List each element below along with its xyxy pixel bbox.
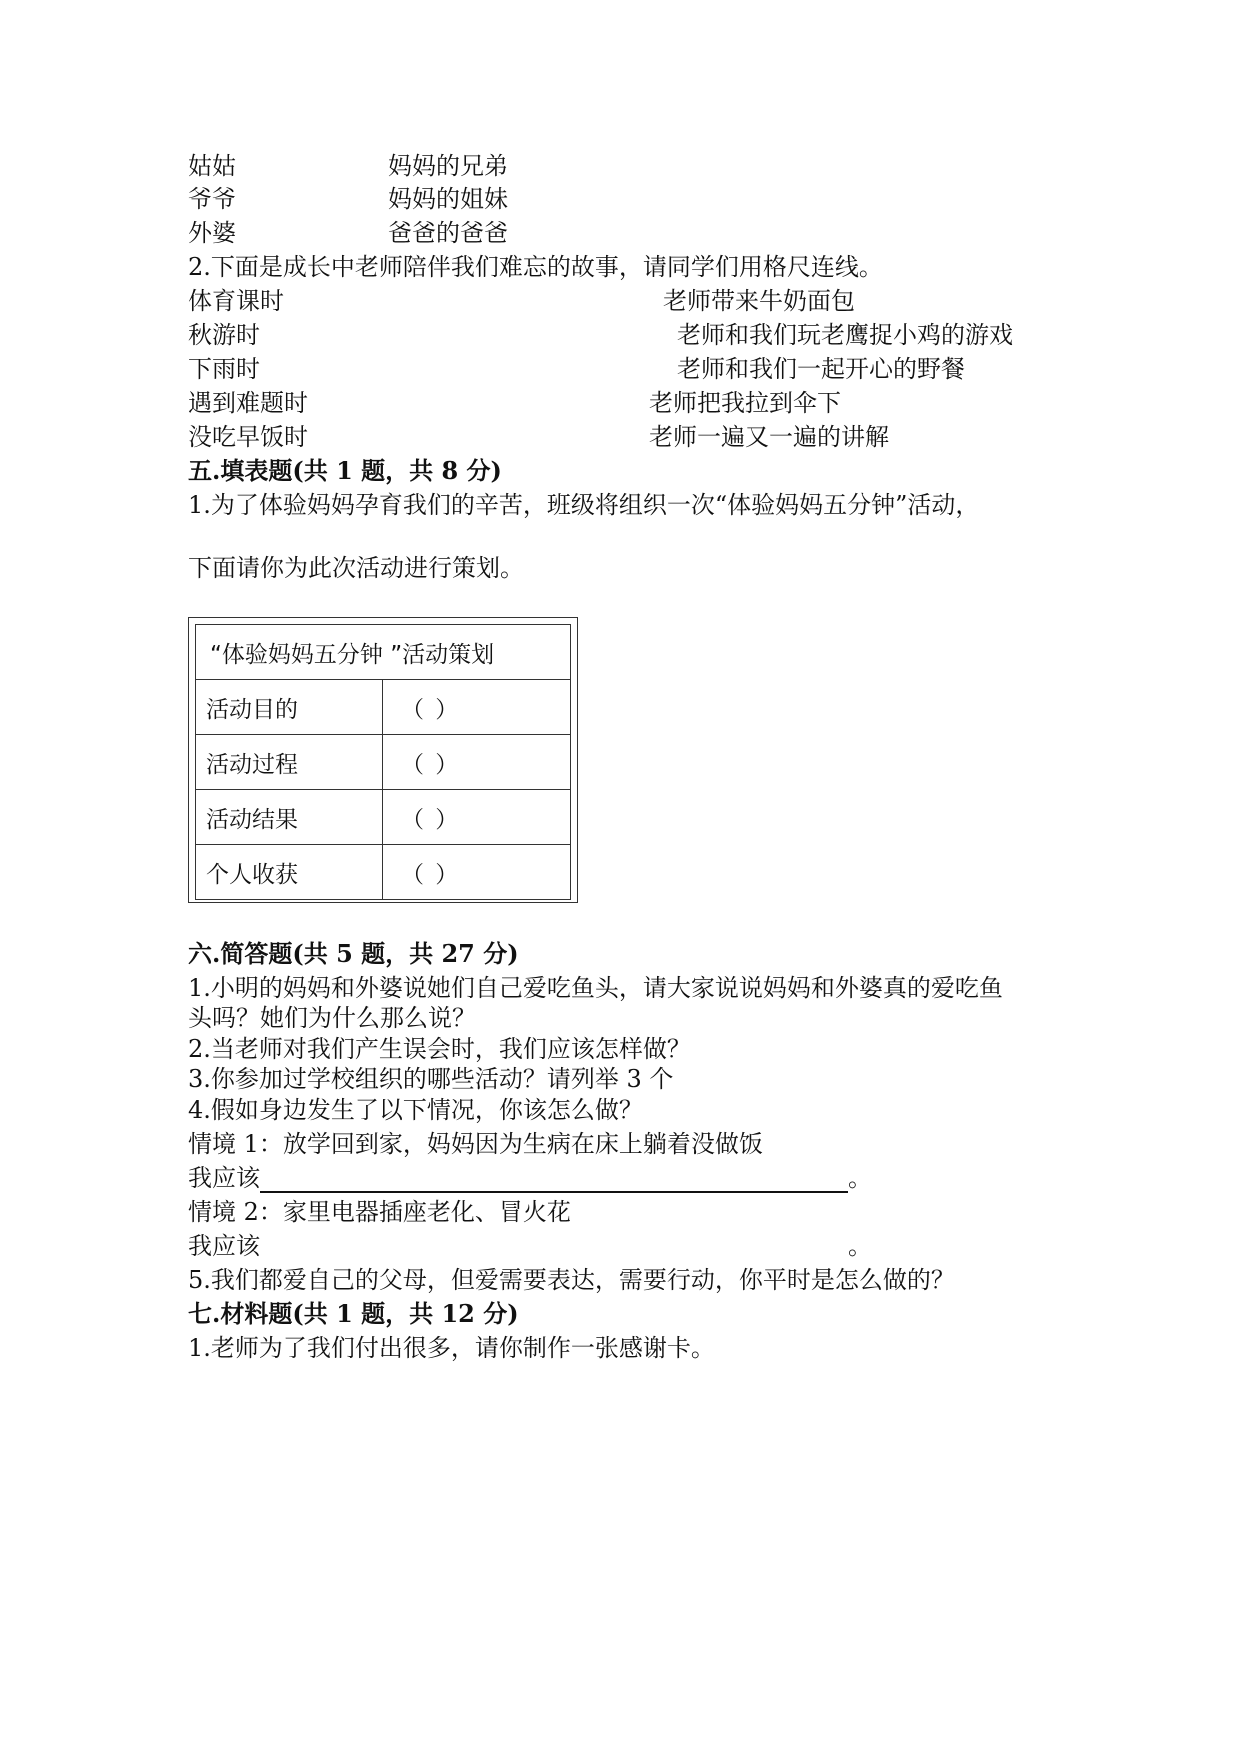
question-text: 头吗？她们为什么那么说？	[188, 1004, 476, 1032]
match-right-item: 妈妈的姐妹	[388, 185, 508, 213]
scenario-text: 情境 2：家里电器插座老化、冒火花	[188, 1198, 571, 1226]
question-text: 2.当老师对我们产生误会时，我们应该怎样做？	[188, 1035, 691, 1063]
match-left-item: 遇到难题时	[188, 389, 308, 417]
question-text: 4.假如身边发生了以下情况，你该怎么做？	[188, 1096, 643, 1124]
table-row	[196, 680, 571, 735]
match-left-item: 体育课时	[188, 287, 284, 315]
match-right-item: 爸爸的爸爸	[388, 219, 508, 247]
question-prompt: 2.下面是成长中老师陪伴我们难忘的故事，请同学们用格尺连线。	[188, 253, 883, 281]
section-title: 七.材料题(共 1 题，共 12 分)	[188, 1299, 519, 1328]
match-left-item: 外婆	[188, 219, 236, 247]
table-header: “体验妈妈五分钟 ”活动策划	[196, 625, 571, 680]
match-right-item: 老师带来牛奶面包	[663, 287, 855, 315]
match-left-item: 下雨时	[188, 355, 260, 383]
answer-blank[interactable]	[260, 1235, 848, 1261]
answer-prefix: 我应该	[188, 1164, 260, 1192]
answer-blank[interactable]: （ ）	[383, 735, 571, 790]
answer-end: 。	[848, 1164, 872, 1192]
match-left-item: 没吃早饭时	[188, 423, 308, 451]
question-text: 5.我们都爱自己的父母，但爱需要表达，需要行动，你平时是怎么做的？	[188, 1266, 955, 1294]
table-row-label: 活动结果	[196, 790, 383, 845]
answer-line	[188, 1231, 872, 1261]
match-left-item: 秋游时	[188, 321, 260, 349]
table-row-label: 活动目的	[196, 680, 383, 735]
question-text: 1.老师为了我们付出很多，请你制作一张感谢卡。	[188, 1334, 715, 1362]
answer-end: 。	[848, 1232, 872, 1260]
answer-prefix: 我应该	[188, 1232, 260, 1260]
section-title: 六.简答题(共 5 题，共 27 分)	[188, 939, 519, 968]
activity-plan-table	[195, 624, 571, 900]
activity-plan-table-frame	[188, 617, 578, 903]
answer-blank[interactable]	[260, 1165, 848, 1193]
answer-line	[188, 1163, 872, 1193]
match-left-item: 姑姑	[188, 152, 236, 180]
question-text: 1.为了体验妈妈孕育我们的辛苦，班级将组织一次“体验妈妈五分钟”活动，	[188, 491, 980, 519]
match-left-item: 爷爷	[188, 185, 236, 213]
question-text: 1.小明的妈妈和外婆说她们自己爱吃鱼头，请大家说说妈妈和外婆真的爱吃鱼	[188, 974, 1003, 1002]
question-text: 下面请你为此次活动进行策划。	[188, 554, 524, 582]
match-right-item: 妈妈的兄弟	[388, 152, 508, 180]
match-right-item: 老师一遍又一遍的讲解	[649, 423, 889, 451]
table-row-label: 活动过程	[196, 735, 383, 790]
table-row	[196, 735, 571, 790]
match-right-item: 老师和我们玩老鹰捉小鸡的游戏	[677, 321, 1013, 349]
question-text: 3.你参加过学校组织的哪些活动？请列举 3 个	[188, 1065, 674, 1093]
answer-blank[interactable]: （ ）	[383, 845, 571, 900]
table-row	[196, 845, 571, 900]
match-right-item: 老师和我们一起开心的野餐	[677, 355, 965, 383]
match-right-item: 老师把我拉到伞下	[649, 389, 841, 417]
table-row	[196, 790, 571, 845]
answer-blank[interactable]: （ ）	[383, 790, 571, 845]
scenario-text: 情境 1：放学回到家，妈妈因为生病在床上躺着没做饭	[188, 1130, 763, 1158]
table-row-label: 个人收获	[196, 845, 383, 900]
section-title: 五.填表题(共 1 题，共 8 分)	[188, 456, 502, 485]
answer-blank[interactable]: （ ）	[383, 680, 571, 735]
